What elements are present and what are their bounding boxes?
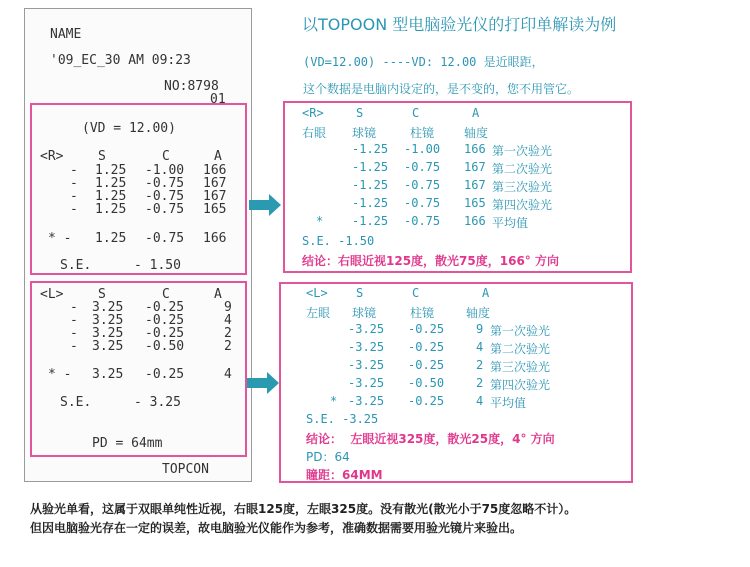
receipt-r-s: S [98,149,106,164]
receipt-l-sph: 3.25 [92,326,124,341]
panel-l-cyl: -0.50 [408,376,445,390]
receipt-r-se-value: - 1.50 [134,258,181,273]
panel-l-axis: 9 [476,322,484,336]
panel-l-cyl: -0.25 [408,340,445,354]
panel-r-cyl: -0.75 [404,178,441,192]
receipt-date: '09_EC_30 AM 09:23 [50,53,191,68]
receipt-l-sign: - [70,300,78,315]
arrow-right-icon [249,193,283,217]
receipt-l-se-label: S.E. [60,395,92,410]
receipt-l-axis: 2 [224,326,232,341]
receipt-l-cyl: -0.50 [145,339,185,354]
panel-r-cyl: -1.00 [404,142,441,156]
panel-r-label: 第三次验光 [492,180,553,194]
panel-l-h-sph-cn: 球镜 [352,306,377,320]
panel-r-sph: -1.25 [352,178,389,192]
receipt-number-sub: 01 [210,92,226,107]
receipt-r-sign: - [70,189,78,204]
panel-l-axis: 4 [476,394,484,408]
receipt-l-cyl: -0.25 [145,300,185,315]
receipt-l-cyl: -0.25 [145,313,185,328]
panel-r-label: 平均值 [492,216,529,230]
panel-r-sph: -1.25 [352,160,389,174]
panel-r-cyl: -0.75 [404,160,441,174]
receipt-r-axis: 165 [203,202,227,217]
receipt-name: NAME [50,27,82,42]
receipt-r-sph: 1.25 [95,202,127,217]
panel-r-sph: -1.25 [352,214,389,228]
receipt-l-cyl: -0.25 [145,326,185,341]
receipt-l-sph: 3.25 [92,300,124,315]
panel-r-cyl: -0.75 [404,214,441,228]
panel-r-label: 第一次验光 [492,144,553,158]
receipt-r-avg-sph: 1.25 [95,231,127,246]
panel-l-axis: 2 [476,358,484,372]
receipt-l-a: A [214,287,222,302]
panel-l-h-c: C [412,286,420,300]
receipt-r-avg-cyl: -0.75 [145,231,185,246]
receipt-l-label: <L> [40,287,64,302]
panel-l-label: 第三次验光 [490,360,551,374]
receipt-r-sph: 1.25 [95,176,127,191]
panel-l-sph: -3.25 [348,340,385,354]
receipt-r-sign: - [70,163,78,178]
panel-l-label: 平均值 [490,396,527,410]
receipt-r-cyl: -0.75 [145,189,185,204]
panel-r-h-a: A [472,106,480,120]
panel-l-label: 第一次验光 [490,324,551,338]
receipt-r-cyl: -1.00 [145,163,185,178]
receipt-r-sph: 1.25 [95,189,127,204]
panel-l-avg-mark: * [330,394,338,408]
receipt-l-sign: - [70,326,78,341]
receipt-l-axis: 2 [224,339,232,354]
receipt-r-axis: 166 [203,163,227,178]
receipt-r-label: <R> [40,149,64,164]
panel-l-label: 第二次验光 [490,342,551,356]
receipt-brand: TOPCON [162,462,209,477]
panel-r-axis: 166 [464,214,486,228]
panel-l-sph: -3.25 [348,376,385,390]
panel-l-h-eye: <L> [306,286,328,300]
receipt-r-sign: - [70,202,78,217]
page-title: 以TOPOON 型电脑验光仪的打印单解读为例 [302,15,617,34]
panel-l-conclusion: 结论： 左眼近视325度，散光25度，4° 方向 [306,432,555,446]
panel-l-axis: 2 [476,376,484,390]
receipt-r-avg-mark: * - [48,231,72,246]
receipt-r-a: A [214,149,222,164]
panel-r-h-eye-cn: 右眼 [302,126,327,140]
receipt-vd: (VD = 12.00) [82,121,176,136]
panel-l-sph: -3.25 [348,394,385,408]
receipt-l-se-value: - 3.25 [134,395,181,410]
receipt-r-sph: 1.25 [95,163,127,178]
panel-r-axis: 167 [464,160,486,174]
panel-r-sph: -1.25 [352,142,389,156]
footer-line-2: 但因电脑验光存在一定的误差，故电脑验光仪能作为参考，准确数据需要用验光镜片来验出。 [30,521,523,535]
receipt-l-axis: 4 [224,313,232,328]
receipt-l-sign: - [70,339,78,354]
panel-r-h-c: C [412,106,420,120]
receipt-l-avg-mark: * - [48,367,72,382]
panel-r-h-cyl-cn: 柱镜 [410,126,435,140]
panel-r-h-axis-cn: 轴度 [464,126,489,140]
receipt-r-se-label: S.E. [60,258,92,273]
panel-l-se: S.E. -3.25 [306,412,379,426]
panel-r-h-eye: <R> [302,106,324,120]
arrow-right-icon [247,371,281,395]
panel-l-h-eye-cn: 左眼 [306,306,331,320]
receipt-r-axis: 167 [203,176,227,191]
panel-l-sph: -3.25 [348,358,385,372]
panel-r-conclusion: 结论：右眼近视125度，散光75度，166° 方向 [302,254,559,268]
panel-l-h-axis-cn: 轴度 [466,306,491,320]
receipt-l-avg-cyl: -0.25 [145,367,185,382]
panel-l-cyl: -0.25 [408,322,445,336]
receipt-r-cyl: -0.75 [145,202,185,217]
panel-l-axis: 4 [476,340,484,354]
receipt-r-axis: 167 [203,189,227,204]
receipt-l-sph: 3.25 [92,313,124,328]
footer-line-1: 从验光单看，这属于双眼单纯性近视，右眼125度，左眼325度。没有散光(散光小于75度忽略不计）。 [30,502,577,516]
receipt-number: NO:8798 [164,79,219,94]
panel-l-h-s: S [356,286,364,300]
panel-r-avg-mark: * [316,214,324,228]
panel-l-cyl: -0.25 [408,358,445,372]
panel-r-h-s: S [356,106,364,120]
receipt-l-axis: 9 [224,300,232,315]
panel-r-axis: 165 [464,196,486,210]
receipt-l-s: S [98,287,106,302]
receipt-l-sign: - [70,313,78,328]
panel-l-pd: PD：64 [306,450,350,464]
receipt-pd: PD = 64mm [92,436,163,451]
receipt-r-c: C [162,149,170,164]
panel-r-sph: -1.25 [352,196,389,210]
receipt-l-c: C [162,287,170,302]
panel-l-h-cyl-cn: 柱镜 [410,306,435,320]
panel-l-sph: -3.25 [348,322,385,336]
panel-r-cyl: -0.75 [404,196,441,210]
receipt-l-avg-sph: 3.25 [92,367,124,382]
panel-r-axis: 166 [464,142,486,156]
panel-r-h-sph-cn: 球镜 [352,126,377,140]
receipt-r-sign: - [70,176,78,191]
panel-r-label: 第四次验光 [492,198,553,212]
receipt-r-avg-axis: 166 [203,231,227,246]
receipt-l-sph: 3.25 [92,339,124,354]
panel-r-se: S.E. -1.50 [302,234,375,248]
intro-line-2: 这个数据是电脑内设定的，是不变的，您不用管它。 [303,82,580,96]
panel-l-label: 第四次验光 [490,378,551,392]
panel-r-axis: 167 [464,178,486,192]
panel-l-pupil-distance: 瞳距：64MM [306,468,383,482]
panel-l-h-a: A [482,286,490,300]
receipt-r-cyl: -0.75 [145,176,185,191]
intro-line-1: (VD=12.00) ----VD: 12.00 是近眼距， [303,55,544,69]
panel-l-cyl: -0.25 [408,394,445,408]
receipt-l-avg-axis: 4 [224,367,232,382]
panel-r-label: 第二次验光 [492,162,553,176]
